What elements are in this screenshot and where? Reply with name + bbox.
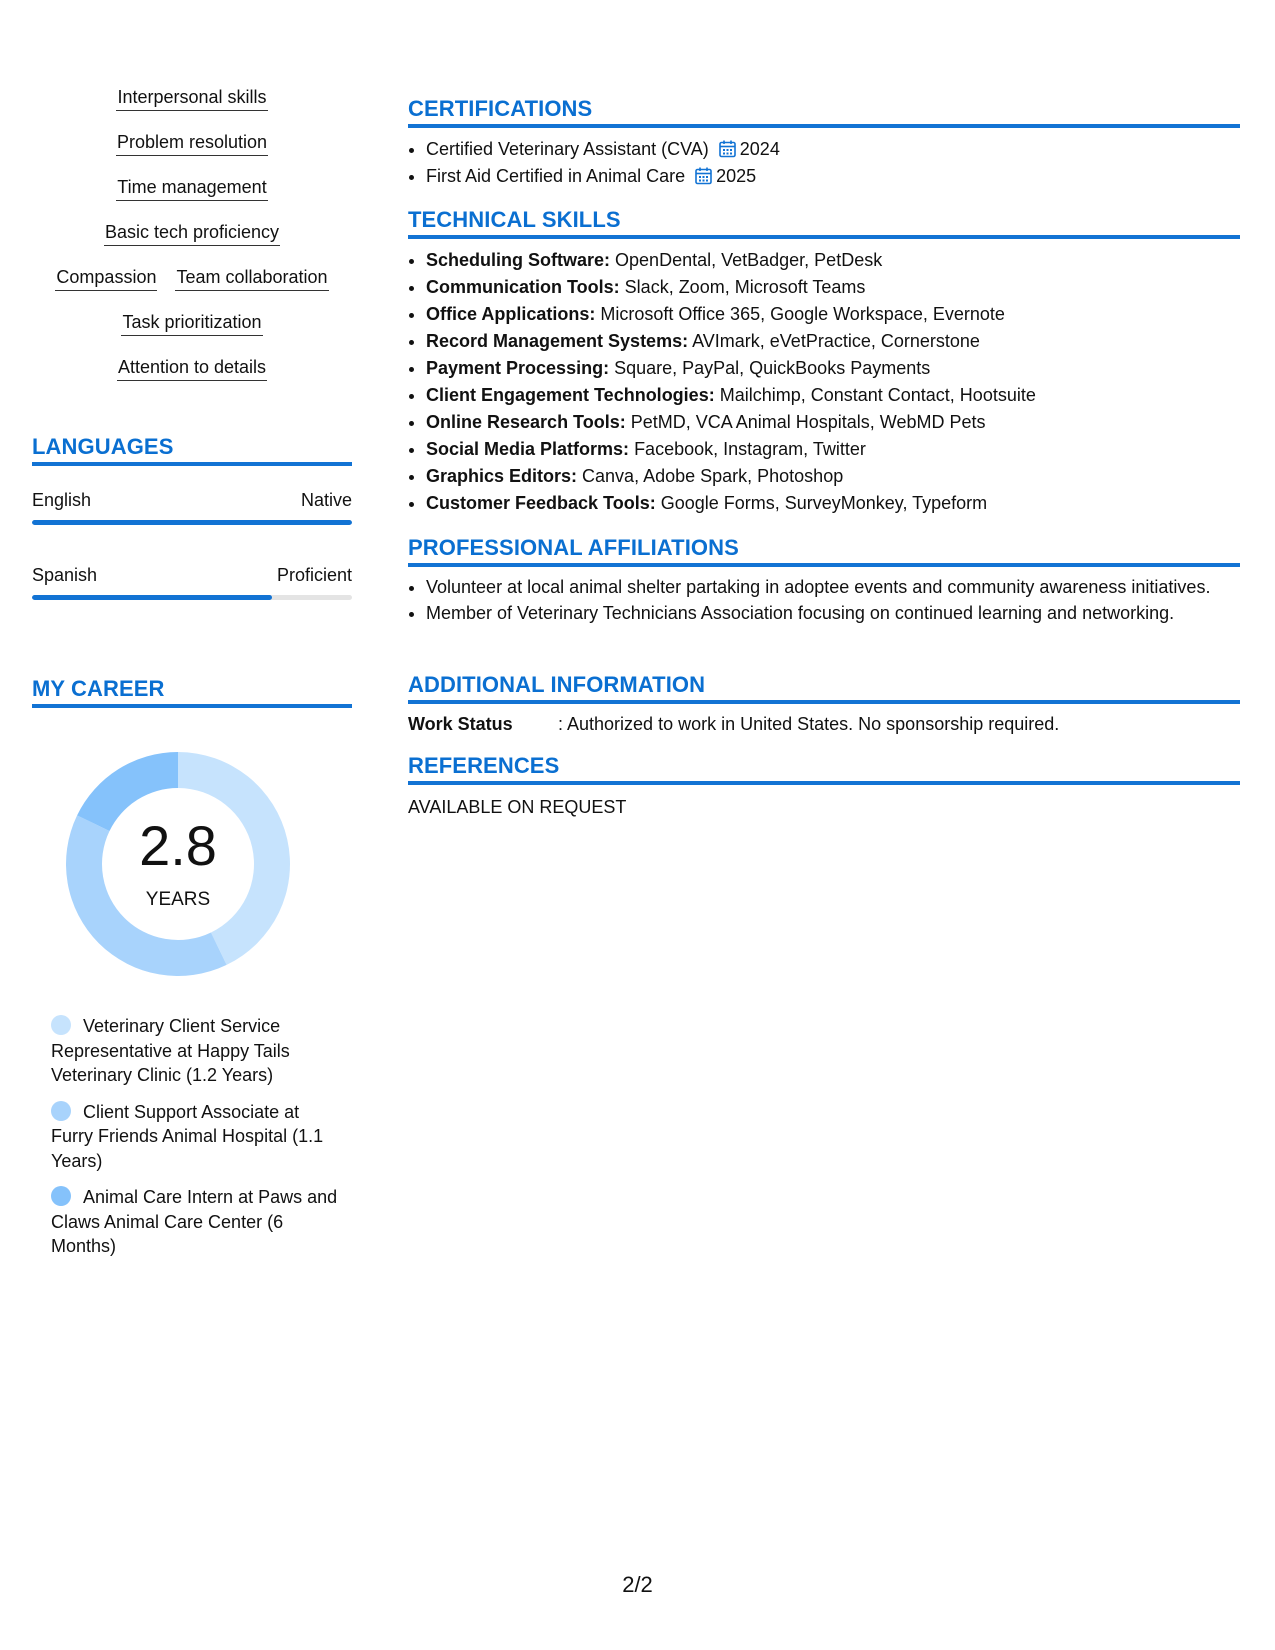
language-item (32, 488, 352, 525)
calendar-icon (719, 140, 736, 158)
language-bar (32, 520, 352, 525)
tech-skill-item (426, 490, 1240, 517)
certifications-section (408, 96, 1240, 190)
tech-skill-value: AVImark, eVetPractice, Cornerstone (688, 331, 980, 351)
language-bar (32, 595, 352, 600)
career-total-unit: YEARS (145, 889, 211, 910)
affiliation-item: • Volunteer at local animal shelter partaking in adoptee events and community awareness initiatives. (426, 575, 1240, 600)
language-name: Spanish (32, 565, 98, 585)
languages-section (32, 434, 352, 600)
tech-skill-value: Slack, Zoom, Microsoft Teams (619, 277, 866, 297)
skill-tag: Attention to details (117, 354, 267, 381)
calendar-icon (695, 167, 712, 185)
tech-skill-label: Graphics Editors: (426, 466, 578, 486)
tech-skill-label: Payment Processing: (426, 358, 610, 378)
tech-skill-label: Scheduling Software: (426, 250, 611, 270)
technical-skills-section (408, 207, 1240, 517)
tech-skill-item (426, 436, 1240, 463)
tech-skill-item (426, 301, 1240, 328)
tech-skill-label: Customer Feedback Tools: (426, 493, 656, 513)
certification-year: 2024 (739, 139, 780, 159)
career-legend-item (51, 1014, 341, 1088)
language-item (32, 563, 352, 600)
skills-tag-cloud (32, 84, 352, 399)
skill-row (32, 84, 352, 129)
certification-name: First Aid Certified in Animal Care (426, 166, 686, 186)
tech-skill-item (426, 355, 1240, 382)
tech-skill-value: PetMD, VCA Animal Hospitals, WebMD Pets (625, 412, 986, 432)
skill-tag: Team collaboration (175, 264, 328, 291)
skill-row (32, 354, 352, 399)
legend-dot (51, 1186, 71, 1206)
skill-tag: Basic tech proficiency (104, 219, 280, 246)
skill-tag: Time management (116, 174, 267, 201)
tech-skill-value: Square, PayPal, QuickBooks Payments (609, 358, 931, 378)
tech-skill-value: Google Forms, SurveyMonkey, Typeform (655, 493, 988, 513)
additional-info-section (408, 672, 1240, 736)
certifications-heading: CERTIFICATIONS (408, 96, 1240, 128)
language-level: Proficient (276, 565, 352, 585)
career-legend (51, 1014, 341, 1271)
tech-skill-item (426, 382, 1240, 409)
tech-skill-label: Record Management Systems: (426, 331, 689, 351)
tech-skill-value: Mailchimp, Constant Contact, Hootsuite (714, 385, 1036, 405)
tech-skill-value: Microsoft Office 365, Google Workspace, Evernote (595, 304, 1005, 324)
skill-row (32, 219, 352, 264)
skill-tag: Task prioritization (121, 309, 262, 336)
tech-skill-label: Social Media Platforms: (426, 439, 630, 459)
languages-heading: LANGUAGES (32, 434, 352, 466)
tech-skill-value: Facebook, Instagram, Twitter (629, 439, 866, 459)
affiliations-heading: PROFESSIONAL AFFILIATIONS (408, 535, 1240, 567)
work-status-row (408, 712, 1240, 736)
career-legend-label: Client Support Associate at Furry Friends Animal Hospital (1.1 Years) (51, 1101, 324, 1171)
skill-row (32, 129, 352, 174)
legend-dot (51, 1101, 71, 1121)
skill-row (32, 309, 352, 354)
skill-tag: Problem resolution (116, 129, 268, 156)
language-level: Native (300, 490, 352, 510)
tech-skill-item (426, 328, 1240, 355)
certification-item (426, 163, 1240, 190)
skill-tag: Interpersonal skills (116, 84, 267, 111)
skill-row (32, 264, 352, 309)
certification-item (426, 136, 1240, 163)
certification-name: Certified Veterinary Assistant (CVA) (426, 139, 709, 159)
language-name: English (32, 490, 92, 510)
references-heading: REFERENCES (408, 753, 1240, 785)
tech-skill-value: Canva, Adobe Spark, Photoshop (577, 466, 844, 486)
career-donut-chart (66, 752, 290, 976)
work-status-label: Work Status (408, 714, 513, 734)
tech-skill-label: Communication Tools: (426, 277, 620, 297)
career-legend-item (51, 1100, 341, 1174)
language-bar-fill (32, 520, 352, 525)
work-status-value: : Authorized to work in United States. No sponsorship required. (558, 714, 1060, 734)
tech-skill-label: Client Engagement Technologies: (426, 385, 715, 405)
tech-skill-label: Online Research Tools: (426, 412, 626, 432)
skill-row (32, 174, 352, 219)
certification-year: 2025 (716, 166, 757, 186)
additional-info-heading: ADDITIONAL INFORMATION (408, 672, 1240, 704)
affiliations-section (408, 535, 1240, 627)
tech-skill-item (426, 463, 1240, 490)
career-legend-label: Animal Care Intern at Paws and Claws Animal Care Center (6 Months) (51, 1187, 338, 1256)
tech-skill-item (426, 247, 1240, 274)
affiliation-item: • Member of Veterinary Technicians Association focusing on continued learning and networking. (426, 600, 1240, 627)
career-legend-item (51, 1185, 341, 1259)
career-heading: MY CAREER (32, 676, 352, 708)
tech-skill-value: OpenDental, VetBadger, PetDesk (610, 250, 883, 270)
page-number: 2/2 (622, 1572, 653, 1597)
references-section (408, 753, 1240, 819)
career-legend-label: Veterinary Client Service Representative at Happy Tails Veterinary Clinic (1.2 Years) (51, 1016, 290, 1085)
skill-tag: Compassion (55, 264, 157, 291)
references-text: AVAILABLE ON REQUEST (408, 797, 627, 817)
tech-skill-item (426, 274, 1240, 301)
tech-skill-label: Office Applications: (426, 304, 596, 324)
career-total-years: 2.8 (139, 814, 217, 877)
language-bar-fill (32, 595, 272, 600)
technical-skills-heading: TECHNICAL SKILLS (408, 207, 1240, 239)
career-section (32, 676, 352, 708)
tech-skill-item (426, 409, 1240, 436)
legend-dot (51, 1015, 71, 1035)
